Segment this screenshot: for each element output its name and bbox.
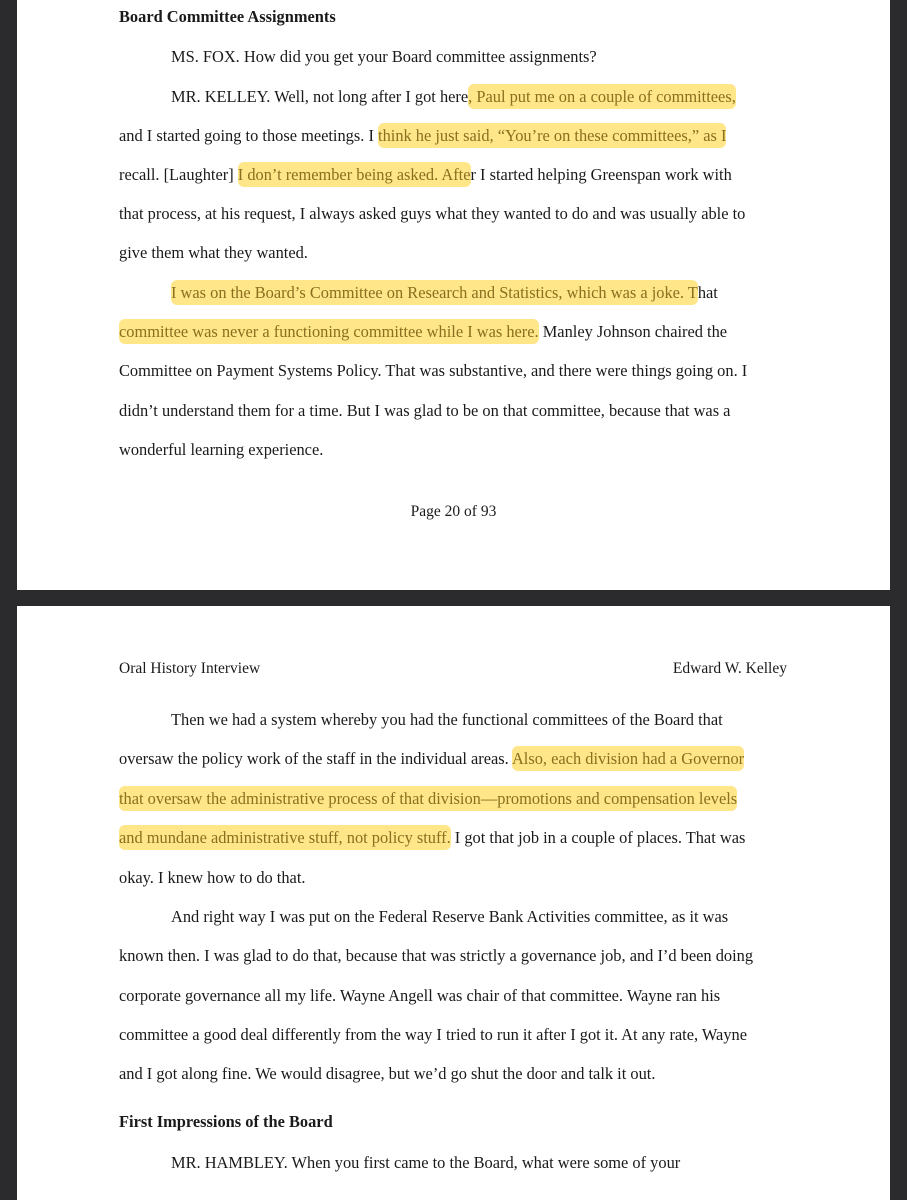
paragraph-line: committee a good deal differently from the way I tried to run it after I got it. At any rate, Wayne: [119, 1025, 747, 1044]
text-highlight: that oversaw the administrative process of that division—promotions and compensation levels: [119, 786, 737, 811]
paragraph-line: and I started going to those meetings. I think he just said, “You’re on these committees,” as I: [119, 126, 726, 146]
text-highlight: committee was never a functioning committee while I was here.: [119, 319, 539, 344]
paragraph-line: MR. KELLEY. Well, not long after I got here, Paul put me on a couple of committees,: [171, 87, 736, 107]
text-highlight: I was on the Board’s Committee on Research and Statistics, which was a joke. T: [171, 280, 698, 305]
paragraph-line: and mundane administrative stuff, not policy stuff. I got that job in a couple of places. That was: [119, 828, 745, 848]
paragraph-line: wonderful learning experience.: [119, 440, 324, 459]
text-highlight: , Paul put me on a couple of committees,: [468, 84, 736, 109]
text-highlight: I don’t remember being asked. Afte: [238, 162, 471, 187]
paragraph-line: MR. HAMBLEY. When you first came to the Board, what were some of your: [171, 1153, 681, 1172]
text-highlight: Also, each division had a Governor: [512, 746, 744, 771]
paragraph-line: I was on the Board’s Committee on Research and Statistics, which was a joke. That: [171, 283, 718, 303]
text-highlight: think he just said, “You’re on these committees,” as I: [378, 123, 726, 148]
running-header-left: Oral History Interview: [119, 660, 261, 677]
paragraph-line: oversaw the policy work of the staff in the individual areas. Also, each division had a Governor: [119, 749, 744, 769]
paragraph-line: that process, at his request, I always asked guys what they wanted to do and was usually able to: [119, 204, 746, 223]
paragraph-line: and I got along fine. We would disagree, but we’d go shut the door and talk it out.: [119, 1064, 656, 1083]
paragraph-line: didn’t understand them for a time. But I was glad to be on that committee, because that was a: [119, 401, 731, 420]
paragraph-line: Committee on Payment Systems Policy. That was substantive, and there were things going on. I: [119, 361, 748, 380]
text-highlight: and mundane administrative stuff, not policy stuff.: [119, 825, 451, 850]
paragraph-line: [119, 789, 737, 809]
paragraph-line: MS. FOX. How did you get your Board committee assignments?: [171, 47, 597, 66]
paragraph-line: recall. [Laughter] I don’t remember being asked. After I started helping Greenspan work with: [119, 165, 732, 185]
paragraph-line: And right way I was put on the Federal Reserve Bank Activities committee, as it was: [171, 907, 729, 926]
paragraph-line: okay. I knew how to do that.: [119, 868, 306, 887]
document-page-bottom: [17, 606, 890, 1200]
paragraph-line: committee was never a functioning committee while I was here. Manley Johnson chaired the: [119, 322, 727, 342]
running-header-right: Edward W. Kelley: [672, 660, 787, 677]
paragraph-line: corporate governance all my life. Wayne Angell was chair of that committee. Wayne ran his: [119, 986, 721, 1005]
document-page-top: [17, 0, 890, 590]
page-number: Page 20 of 93: [410, 503, 497, 520]
paragraph-line: give them what they wanted.: [119, 243, 308, 262]
paragraph-line: Then we had a system whereby you had the functional committees of the Board that: [171, 710, 723, 729]
section-heading: First Impressions of the Board: [119, 1112, 333, 1131]
section-heading: Board Committee Assignments: [119, 7, 336, 26]
paragraph-line: known then. I was glad to do that, because that was strictly a governance job, and I’d been doing: [119, 946, 754, 965]
